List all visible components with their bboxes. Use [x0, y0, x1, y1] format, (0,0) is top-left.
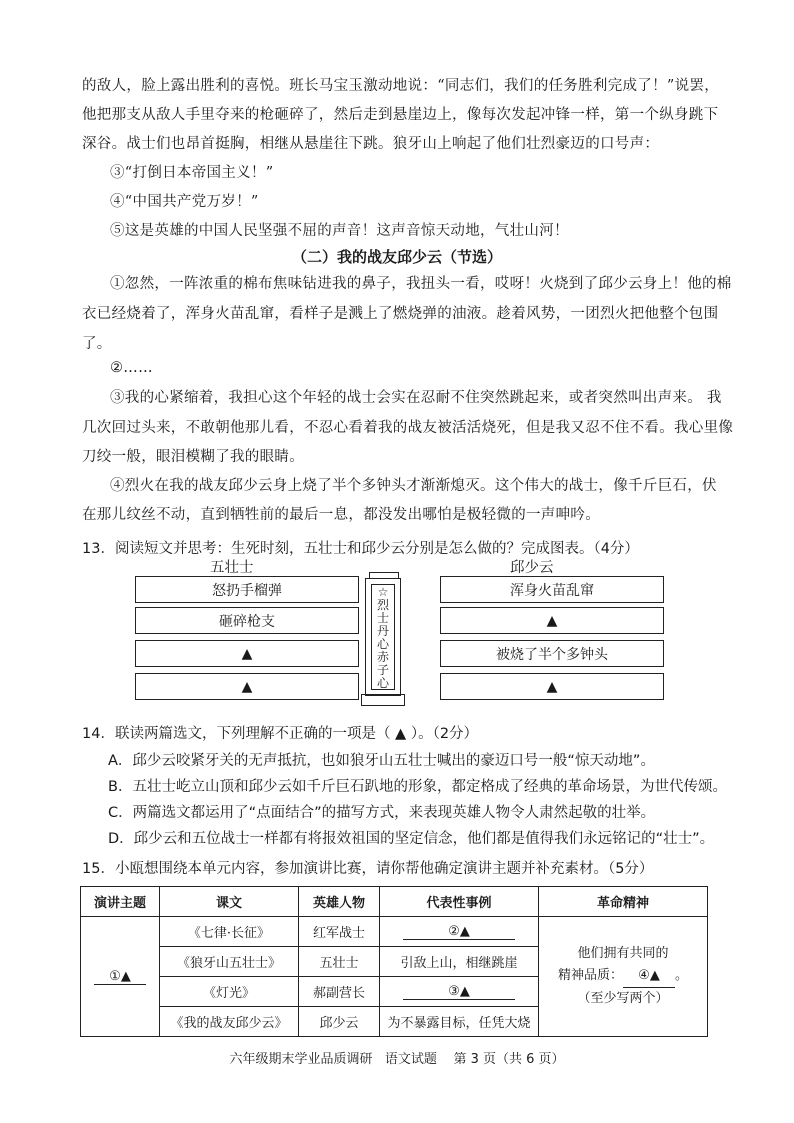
q15-stem: 15．小瓯想围绕本单元内容，参加演讲比赛，请你帮他确定演讲主题并补充素材。（5分） [82, 861, 654, 877]
spirit-line-2 [543, 965, 703, 988]
q13-left-box-2: 砸碎枪支 [135, 607, 359, 634]
event-cell: 为不暴露目标，任凭大烧 [380, 1007, 539, 1037]
spirit-cell[interactable] [539, 917, 708, 1037]
header-event: 代表性事例 [380, 887, 539, 917]
q13-right-box-4[interactable]: ▲ [440, 673, 664, 700]
hero-cell: 郝副营长 [299, 977, 380, 1007]
text-cell: 《狼牙山五壮士》 [160, 947, 299, 977]
passage1-line-2: 他把那支从敌人手里夺来的枪砸碎了，然后走到悬崖边上，像每次发起冲锋一样，第一个纵身跳下 [82, 107, 719, 123]
passage1-line-6: ⑤这是英雄的中国人民坚强不屈的声音！这声音惊天动地，气壮山河！ [110, 223, 569, 239]
q14-option-c[interactable]: C．两篇选文都运用了“点面结合”的描写方式，来表现英雄人物令人肃然起敬的壮举。 [108, 805, 656, 821]
spirit-prefix: 精神品质： [557, 968, 623, 983]
q13-right-box-1: 浑身火苗乱窜 [440, 576, 664, 603]
event-blank-3[interactable]: ③▲ [403, 984, 515, 1000]
q13-right-box-2[interactable]: ▲ [440, 607, 664, 634]
theme-blank[interactable]: ①▲ [94, 969, 146, 985]
spirit-line-3: （至少写两个） [577, 991, 669, 1006]
passage2-line-2: 衣已经烧着了，浑身火苗乱窜，看样子是溅上了燃烧弹的油液。趁着风势，一团烈火把他整个包围 [82, 306, 719, 322]
q13-right-box-3: 被烧了半个多钟头 [440, 640, 664, 667]
footer-page: 第 3 页（共 6 页） [453, 1052, 565, 1067]
event-blank-2[interactable]: ②▲ [403, 924, 515, 940]
theme-cell[interactable] [81, 917, 160, 1037]
q14-option-d[interactable]: D．邱少云和五位战士一样都有将报效祖国的坚定信念，他们都是值得我们永远铭记的“壮士”。 [108, 831, 715, 847]
footer-subject: 语文试题 [384, 1052, 437, 1067]
text-cell: 《灯光》 [160, 977, 299, 1007]
q14-stem: 14．联读两篇选文，下列理解不正确的一项是（ ▲ ）。（2分） [82, 726, 479, 742]
passage2-line-3: 了。 [82, 336, 112, 352]
event-cell[interactable] [380, 977, 539, 1007]
passage2-line-6: 几次回过头来，不敢朝他那儿看，不忍心看着我的战友被活活烧死，但是我又忍不住不看。我心里像 [82, 420, 734, 436]
pillar-char-1: 烈 [376, 598, 389, 612]
passage2-title: （二）我的战友邱少云（节选） [291, 248, 502, 266]
header-theme: 演讲主题 [81, 887, 160, 917]
passage2-line-8: ④烈火在我的战友邱少云身上烧了半个多钟头才渐渐熄灭。这个伟大的战士，像千斤巨石，伏 [110, 478, 717, 494]
q13-left-box-3[interactable]: ▲ [135, 640, 359, 667]
passage2-line-9: 在那儿纹丝不动，直到牺牲前的最后一息，都没发出哪怕是极轻微的一声呻吟。 [82, 507, 600, 523]
hero-cell: 邱少云 [299, 1007, 380, 1037]
hero-cell: 五壮士 [299, 947, 380, 977]
pillar-char-6: 子 [376, 663, 389, 677]
q14-option-b[interactable]: B．五壮士屹立山顶和邱少云如千斤巨石趴地的形象，都定格成了经典的革命场景，为世代传颂。 [108, 779, 727, 795]
header-spirit: 革命精神 [539, 887, 708, 917]
q13-right-title: 邱少云 [510, 560, 554, 576]
footer-exam: 六年级期末学业品质调研 [229, 1052, 373, 1067]
spirit-blank[interactable]: ④▲ [623, 965, 675, 988]
passage1-line-3: 深谷。战士们也昂首挺胸，相继从悬崖往下跳。狼牙山上响起了他们壮烈豪迈的口号声： [82, 136, 660, 152]
hero-cell: 红军战士 [299, 917, 380, 947]
pillar-char-5: 赤 [376, 650, 389, 664]
q15-header-row [81, 887, 708, 917]
text-cell: 《七律·长征》 [160, 917, 299, 947]
q13-left-box-1: 怒扔手榴弹 [135, 576, 359, 603]
passage2-line-1: ①忽然，一阵浓重的棉布焦味钻进我的鼻子，我扭头一看，哎呀！火烧到了邱少云身上！他的棉 [110, 276, 732, 292]
q14-option-a[interactable]: A．邱少云咬紧牙关的无声抵抗，也如狼牙山五壮士喊出的豪迈口号一般“惊天动地”。 [108, 753, 655, 769]
q13-pillar [365, 572, 401, 706]
passage1-line-4: ③“打倒日本帝国主义！” [110, 165, 274, 181]
passage1-line-1: 的敌人，脸上露出胜利的喜悦。班长马宝玉激动地说：“同志们，我们的任务胜利完成了！”说罢， [82, 78, 720, 94]
passage2-line-5: ③我的心紧缩着，我担心这个年轻的战士会实在忍耐不住突然跳起来，或者突然叫出声来。 我 [110, 390, 722, 406]
header-text: 课文 [160, 887, 299, 917]
pillar-char-7: 心 [376, 676, 389, 690]
table-row [81, 917, 708, 947]
q13-left-title: 五壮士 [210, 560, 254, 576]
passage1-line-5: ④“中国共产党万岁！” [110, 194, 259, 210]
q15-table [80, 886, 708, 1037]
text-cell: 《我的战友邱少云》 [160, 1007, 299, 1037]
pillar-char-4: 心 [376, 637, 389, 651]
event-cell: 引敌上山，相继跳崖 [380, 947, 539, 977]
pillar-char-3: 丹 [376, 624, 389, 638]
star-icon: ☆ [377, 585, 389, 599]
pillar-char-2: 士 [376, 611, 389, 625]
spirit-suffix: 。 [675, 968, 689, 983]
passage2-line-7: 刀绞一般，眼泪模糊了我的眼睛。 [82, 449, 304, 465]
page-footer [0, 1048, 794, 1067]
header-hero: 英雄人物 [299, 887, 380, 917]
q13-stem: 13．阅读短文并思考：生死时刻，五壮士和邱少云分别是怎么做的？完成图表。（4分） [82, 541, 639, 557]
spirit-line-1: 他们拥有共同的 [577, 946, 669, 961]
event-cell[interactable] [380, 917, 539, 947]
q13-left-box-4[interactable]: ▲ [135, 673, 359, 700]
passage2-line-4: ②…… [110, 360, 153, 376]
